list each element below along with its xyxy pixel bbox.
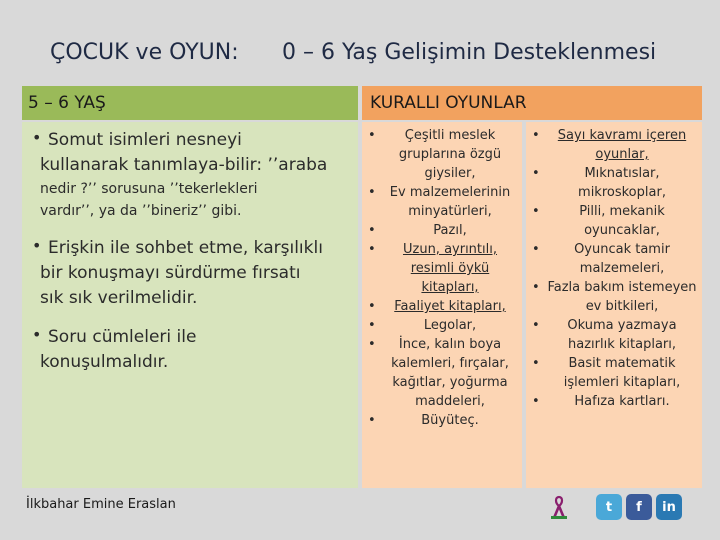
linkedin-icon[interactable]: in — [656, 494, 682, 520]
item-text: Okuma yazmaya hazırlık kitapları, — [567, 318, 677, 352]
item-text: • Erişkin ile sohbet etme, karşılıklı — [48, 238, 323, 258]
list-item — [530, 164, 698, 202]
item-text: Pilli, mekanik oyuncaklar, — [579, 204, 665, 238]
item-text: Oyuncak tamir malzemeleri, — [574, 242, 670, 276]
list-item — [530, 126, 698, 164]
item-text: Hafıza kartları. — [574, 394, 670, 409]
title-left: ÇOCUK ve OYUN: — [50, 39, 239, 65]
list-item — [30, 325, 352, 375]
ribbon-logo-icon — [549, 494, 569, 520]
facebook-icon[interactable]: f — [626, 494, 652, 520]
item-text: Basit matematik işlemleri kitapları, — [563, 356, 681, 390]
item-text: nedir ?’’ sorusuna ’’tekerlekleri — [40, 181, 258, 197]
item-text: Uzun, ayrıntılı, resimli öykü kitapları, — [402, 242, 497, 295]
item-text: Çeşitli meslek gruplarına özgü giysiler, — [398, 128, 502, 181]
item-text: Fazla bakım istemeyen ev bitkileri, — [547, 280, 697, 314]
right-panel-col2 — [526, 122, 702, 488]
right-panel-col1 — [362, 122, 522, 488]
item-text: Büyüteç. — [421, 413, 479, 428]
left-panel-header: 5 – 6 YAŞ — [22, 86, 358, 120]
author-name: İlkbahar Emine Eraslan — [26, 497, 176, 512]
list-item — [366, 316, 518, 335]
list-item — [366, 221, 518, 240]
item-text: bir konuşmayı sürdürme fırsatı — [40, 263, 301, 283]
left-panel-body — [22, 122, 358, 488]
item-text: vardır’’, ya da ’’bineriz’’ gibi. — [40, 203, 242, 219]
list-item — [366, 126, 518, 183]
item-text: Mıknatıslar, mikroskoplar, — [578, 166, 666, 200]
list-item — [30, 128, 352, 222]
title-right: 0 – 6 Yaş Gelişimin Desteklenmesi — [282, 39, 657, 65]
col2-bullet-list — [530, 126, 698, 411]
list-item — [366, 183, 518, 221]
item-text: Pazıl, — [433, 223, 467, 238]
list-item — [530, 240, 698, 278]
item-text: • Somut isimleri nesneyi — [48, 130, 242, 150]
col1-bullet-list — [366, 126, 518, 430]
list-item — [30, 236, 352, 311]
list-item — [530, 392, 698, 411]
item-text: sık sık verilmelidir. — [40, 288, 198, 308]
list-item — [530, 316, 698, 354]
item-text: Sayı kavramı içeren oyunlar, — [557, 128, 687, 162]
list-item — [366, 411, 518, 430]
twitter-icon[interactable]: t — [596, 494, 622, 520]
list-item — [530, 278, 698, 316]
social-icons — [596, 494, 682, 522]
right-panel-header: KURALLI OYUNLAR — [362, 86, 702, 120]
slide-title — [6, 22, 702, 82]
list-item — [530, 202, 698, 240]
list-item — [366, 240, 518, 297]
item-text: Legolar, — [423, 318, 477, 333]
item-text: İnce, kalın boya kalemleri, fırçalar, kağıtlar, yoğurma maddeleri, — [391, 337, 509, 409]
list-item — [366, 335, 518, 411]
list-item — [366, 297, 518, 316]
item-text: Faaliyet kitapları, — [394, 299, 506, 314]
item-text: Ev malzemelerinin minyatürleri, — [389, 185, 511, 219]
item-text: konuşulmalıdır. — [40, 352, 169, 372]
list-item — [530, 354, 698, 392]
item-text: kullanarak tanımlaya-bilir: ’’araba — [40, 155, 328, 175]
left-bullet-list — [30, 128, 352, 375]
item-text: • Soru cümleleri ile — [48, 327, 197, 347]
